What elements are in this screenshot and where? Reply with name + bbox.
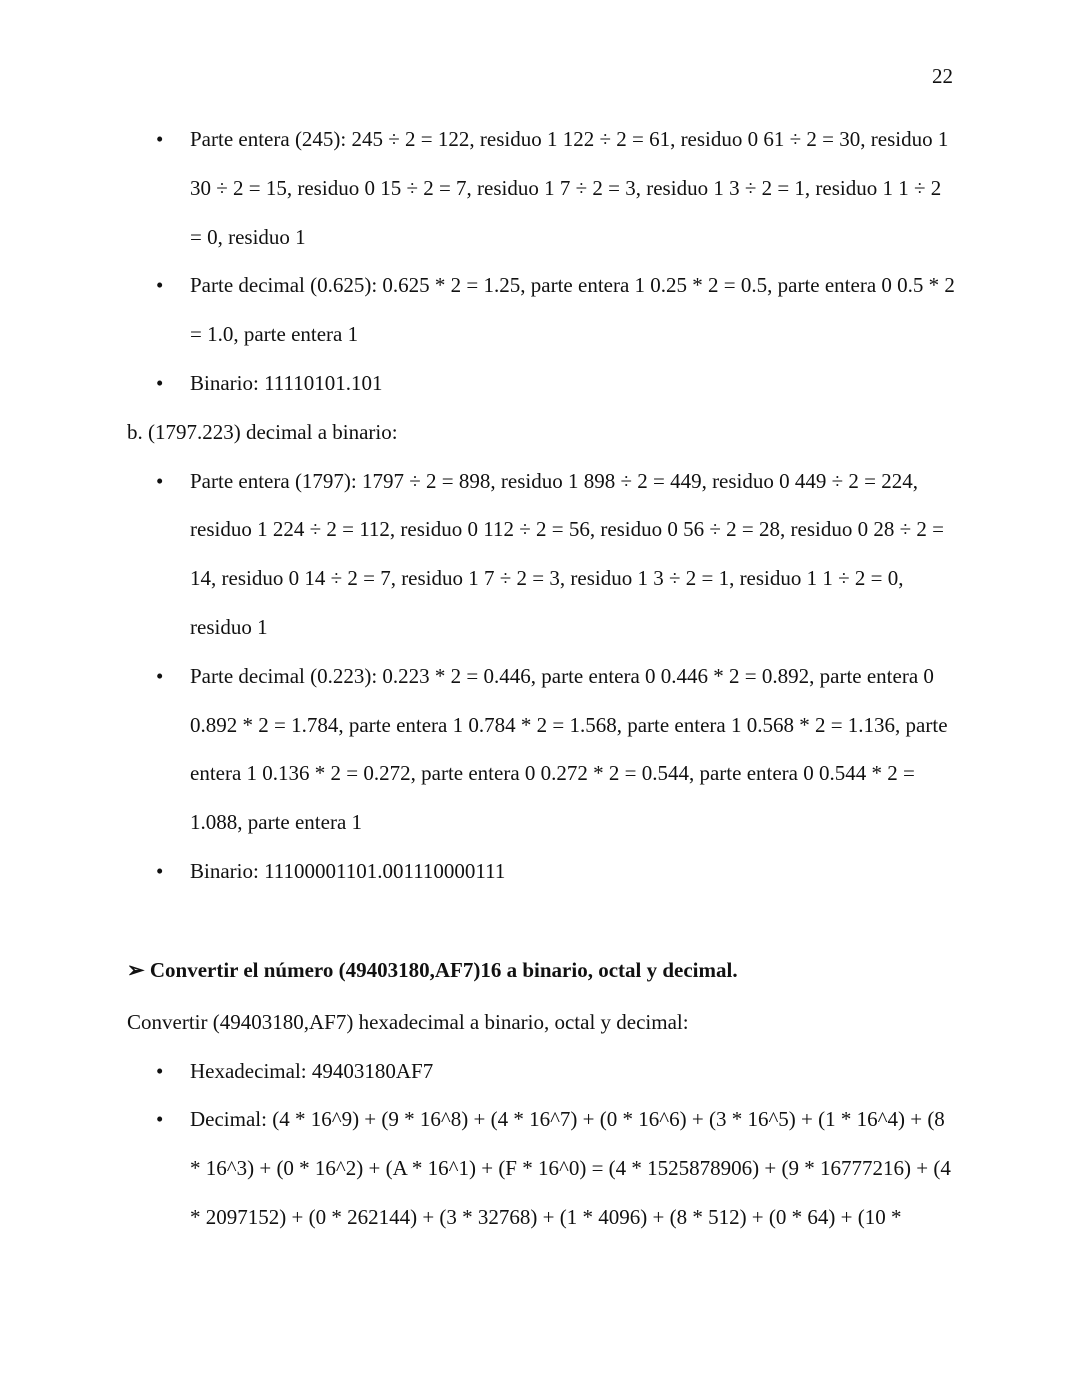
bullet-icon: • bbox=[156, 663, 164, 688]
list-item: • Parte entera (1797): 1797 ÷ 2 = 898, residuo 1 898 ÷ 2 = 449, residuo 0 449 ÷ 2 = 224, residuo 1 224 ÷ 2 = 112, residuo 0 112 ÷ 2 = 56, residuo 0 56 ÷ 2 = 28, residuo 0 28 ÷ 2 = 14, residuo 0 14 ÷ 2 = 7, residuo 1 7 ÷ 2 = 3, residuo 1 3 ÷ 2 = 1, residuo 1 1 ÷ 2 = 0, residuo 1 bbox=[127, 457, 957, 652]
list-item: • Hexadecimal: 49403180AF7 bbox=[127, 1047, 957, 1096]
page-number: 22 bbox=[932, 64, 953, 88]
section-a-list bbox=[127, 115, 957, 408]
bullet-icon: • bbox=[156, 858, 164, 883]
section-b-title: b. (1797.223) decimal a binario: bbox=[127, 419, 398, 444]
section-b-list bbox=[127, 457, 957, 896]
bullet-icon: • bbox=[156, 1107, 164, 1132]
section-heading: ➢ Convertir el número (49403180,AF7)16 a binario, octal y decimal. bbox=[127, 957, 738, 982]
bullet-icon: • bbox=[156, 1058, 164, 1083]
list-item: • Binario: 11100001101.001110000111 bbox=[127, 847, 957, 896]
intro-paragraph: Convertir (49403180,AF7) hexadecimal a binario, octal y decimal: bbox=[127, 1009, 689, 1034]
document-body bbox=[127, 115, 957, 1242]
bullet-icon: • bbox=[156, 468, 164, 493]
list-item: • Parte decimal (0.625): 0.625 * 2 = 1.25, parte entera 1 0.25 * 2 = 0.5, parte entera 0 0.5 * 2 = 1.0, parte entera 1 bbox=[127, 261, 957, 359]
section-c-list bbox=[127, 1047, 957, 1242]
list-item: • Parte decimal (0.223): 0.223 * 2 = 0.446, parte entera 0 0.446 * 2 = 0.892, parte entera 0 0.892 * 2 = 1.784, parte entera 1 0.784 * 2 = 1.568, parte entera 1 0.568 * 2 = 1.136, parte entera 1 0.136 * 2 = 0.272, parte entera 0 0.272 * 2 = 0.544, parte entera 0 0.544 * 2 = 1.088, parte entera 1 bbox=[127, 652, 957, 847]
list-item: • Parte entera (245): 245 ÷ 2 = 122, residuo 1 122 ÷ 2 = 61, residuo 0 61 ÷ 2 = 30, residuo 1 30 ÷ 2 = 15, residuo 0 15 ÷ 2 = 7, residuo 1 7 ÷ 2 = 3, residuo 1 3 ÷ 2 = 1, residuo 1 1 ÷ 2 = 0, residuo 1 bbox=[127, 115, 957, 261]
bullet-icon: • bbox=[156, 127, 164, 151]
list-item: • Binario: 11110101.101 bbox=[127, 359, 957, 408]
list-item: • Decimal: (4 * 16^9) + (9 * 16^8) + (4 * 16^7) + (0 * 16^6) + (3 * 16^5) + (1 * 16^4) + (8 * 16^3) + (0 * 16^2) + (A * 16^1) + (F * 16^0) = (4 * 1525878906) + (9 * 16777216) + (4 * 2097152) + (0 * 262144) + (3 * 32768) + (1 * 4096) + (8 * 512) + (0 * 64) + (10 * bbox=[127, 1095, 957, 1241]
bullet-icon: • bbox=[156, 273, 164, 298]
bullet-icon: • bbox=[156, 370, 164, 395]
